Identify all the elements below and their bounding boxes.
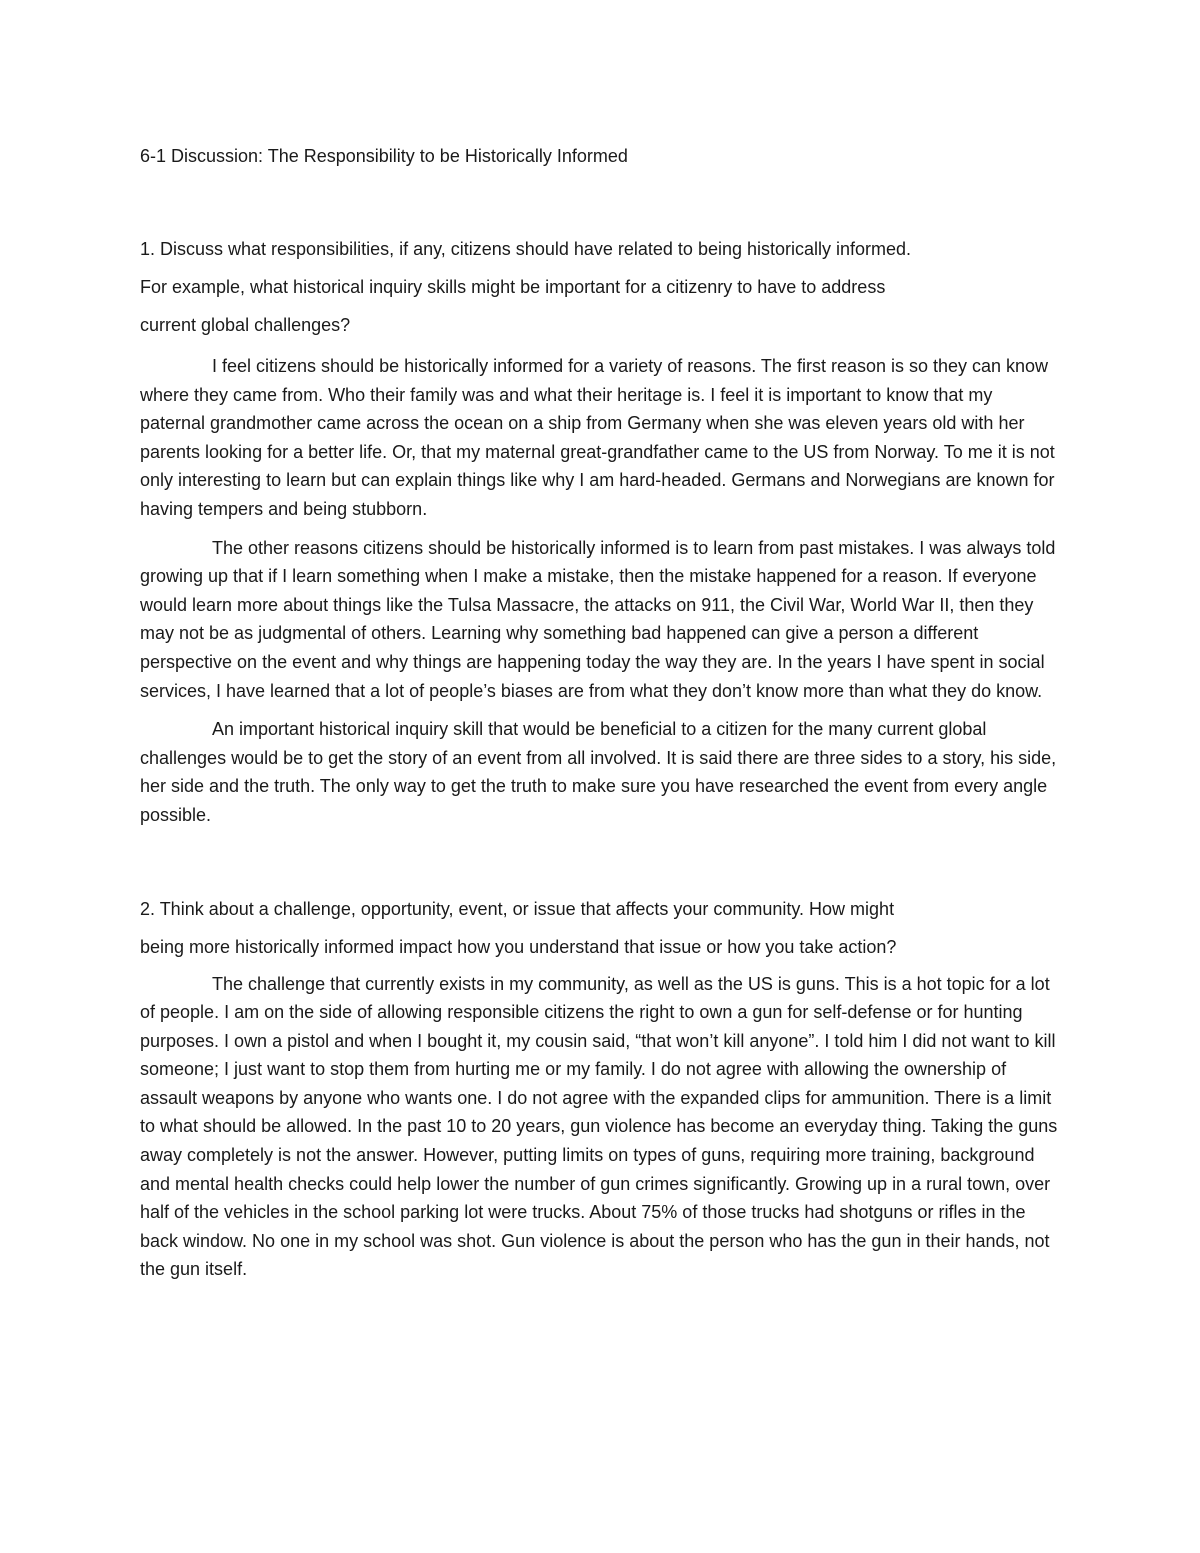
answer-1-paragraph: The other reasons citizens should be historically informed is to learn from past mistakes. I was always told growing up that if I learn something when I make a mistake, then the mistake happened for a reason. If everyone would learn more about things like the Tulsa Massacre, the attacks on 911, the Civil War, World War II, then they may not be as judgmental of others. Learning why something bad happened can give a person a different perspective on the event and why things are happening today the way they are. In the years I have spent in social services, I have learned that a lot of people’s biases are from what they don’t know more than what they do know. bbox=[140, 537, 1056, 701]
question-1 bbox=[140, 234, 1060, 340]
question-1-line: current global challenges? bbox=[140, 315, 351, 335]
section-spacer bbox=[140, 840, 1060, 894]
question-1-line: For example, what historical inquiry skills might be important for a citizenry to have to address bbox=[140, 277, 886, 297]
answer-1-paragraph: I feel citizens should be historically informed for a variety of reasons. The first reason is so they can know where they came from. Who their family was and what their heritage is. I feel it is important to know that my paternal grandmother came across the ocean on a ship from Germany when she was eleven years old with her parents looking for a better life. Or, that my maternal great-grandfather came to the US from Norway. To me it is not only interesting to learn but can explain things like why I am hard-headed. Germans and Norwegians are known for having tempers and being stubborn. bbox=[140, 356, 1055, 519]
answer-2 bbox=[140, 970, 1060, 1285]
question-1-line: 1. Discuss what responsibilities, if any, citizens should have related to being historically informed. bbox=[140, 239, 912, 259]
document-page bbox=[140, 140, 1060, 1294]
question-2 bbox=[140, 894, 1060, 962]
answer-1 bbox=[140, 352, 1060, 830]
question-2-line: 2. Think about a challenge, opportunity, event, or issue that affects your community. How might bbox=[140, 898, 895, 919]
answer-2-paragraph: The challenge that currently exists in my community, as well as the US is guns. This is a hot topic for a lot of people. I am on the side of allowing responsible citizens the right to own a gun for self-defense or for hunting purposes. I own a pistol and when I bought it, my cousin said, “that won’t kill anyone”. I told him I did not want to kill someone; I just want to stop them from hurting me or my family. I do not agree with allowing the ownership of assault weapons by anyone who wants one. I do not agree with the expanded clips for ammunition. There is a limit to what should be allowed. In the past 10 to 20 years, gun violence has become an everyday thing. Taking the guns away completely is not the answer. However, putting limits on types of guns, requiring more training, background and mental health checks could help lower the number of gun crimes significantly. Growing up in a rural town, over half of the vehicles in the school parking lot were trucks. About 75% of those trucks had shotguns or rifles in the back window. No one in my school was shot. Gun violence is about the person who has the gun in their hands, not the gun itself. bbox=[140, 973, 1058, 1280]
question-2-line: being more historically informed impact how you understand that issue or how you take action? bbox=[140, 936, 897, 957]
document-title: 6-1 Discussion: The Responsibility to be Historically Informed bbox=[140, 146, 628, 166]
answer-1-paragraph: An important historical inquiry skill that would be beneficial to a citizen for the many current global challenges would be to get the story of an event from all involved. It is said there are three sides to a story, his side, her side and the truth. The only way to get the truth to make sure you have researched the event from every angle possible. bbox=[140, 719, 1057, 825]
